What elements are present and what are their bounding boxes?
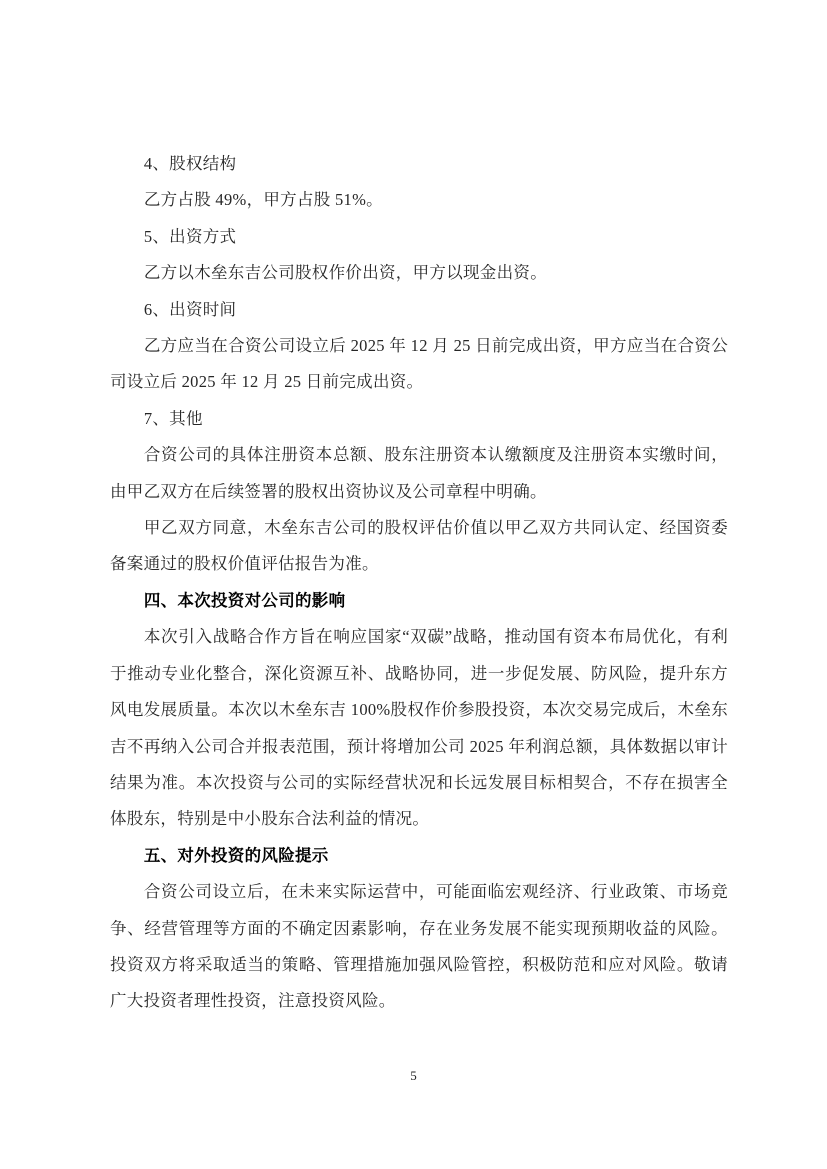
paragraph-investment-impact: 本次引入战略合作方旨在响应国家“双碳”战略，推动国有资本布局优化，有利于推动专业化整合，深化资源互补、战略协同，进一步促发展、防风险，提升东方风电发展质量。本次以木垒东吉 100%股权作价参股投资，本次交易完成后，木垒东吉不再纳入公司合并报表范围，预计将增加公司 2025 年利润总额，具体数据以审计结果为准。本次投资与公司的实际经营状况和长远发展目标相契合，不存在损害全体股东，特别是中小股东合法利益的情况。 — [110, 627, 728, 829]
paragraph-risk-warning: 合资公司设立后，在未来实际运营中，可能面临宏观经济、行业政策、市场竞争、经营管理等方面的不确定因素影响，存在业务发展不能实现预期收益的风险。投资双方将采取适当的策略、管理措施加强风险管控，积极防范和应对风险。敬请广大投资者理性投资，注意投资风险。 — [110, 882, 728, 1011]
section-heading-4-impact: 四、本次投资对公司的影响 — [143, 590, 346, 610]
paragraph-contribution-method: 乙方以木垒东吉公司股权作价出资，甲方以现金出资。 — [143, 263, 548, 283]
paragraph-registered-capital: 合资公司的具体注册资本总额、股东注册资本认缴额度及注册资本实缴时间，由甲乙双方在后续签署的股权出资协议及公司章程中明确。 — [110, 445, 728, 501]
paragraph-valuation-agreement: 甲乙双方同意，木垒东吉公司的股权评估价值以甲乙双方共同认定、经国资委备案通过的股权价值评估报告为准。 — [110, 518, 728, 574]
paragraph-contribution-deadline: 乙方应当在合资公司设立后 2025 年 12 月 25 日前完成出资，甲方应当在合资公司设立后 2025 年 12 月 25 日前完成出资。 — [110, 336, 728, 392]
list-item-6-heading: 6、出资时间 — [143, 299, 237, 319]
document-body — [110, 146, 728, 1020]
list-item-5-heading: 5、出资方式 — [143, 226, 237, 246]
page-number: 5 — [410, 1068, 417, 1083]
section-heading-5-risk: 五、对外投资的风险提示 — [143, 845, 329, 865]
list-item-7-heading: 7、其他 — [143, 408, 203, 428]
list-item-4-heading: 4、股权结构 — [143, 154, 237, 173]
paragraph-equity-split: 乙方占股 49%，甲方占股 51%。 — [143, 190, 383, 210]
